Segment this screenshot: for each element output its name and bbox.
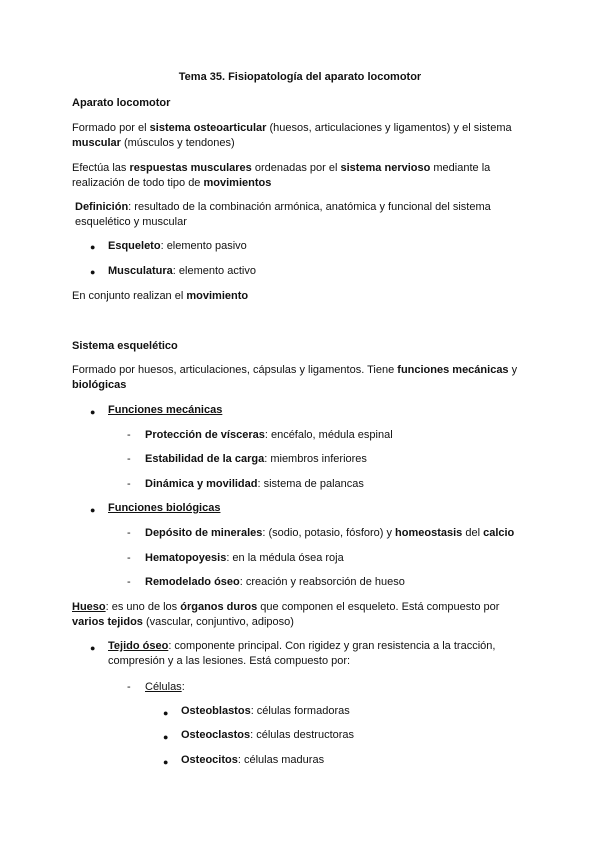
list-item-musculatura: Musculatura: elemento activo: [108, 265, 256, 277]
paragraph-formado: Formado por el sistema osteoarticular (huesos, articulaciones y ligamentos) y el sistema muscular (músculos y tendones): [72, 122, 512, 149]
bullet-icon: ●: [163, 708, 169, 718]
bullet-icon: ●: [90, 267, 96, 277]
sublist-item-remodelado: Remodelado óseo: creación y reabsorción de hueso: [145, 576, 405, 588]
paragraph-formado-por-huesos: Formado por huesos, articulaciones, cápsulas y ligamentos. Tiene funciones mecánicas y biológicas: [72, 364, 518, 391]
sublist-item-estabilidad: Estabilidad de la carga: miembros inferiores: [145, 453, 367, 465]
dash-icon: -: [127, 681, 131, 693]
dash-icon: -: [127, 552, 131, 564]
sublist-item-dinamica: Dinámica y movilidad: sistema de palancas: [145, 478, 364, 490]
dash-icon: -: [127, 576, 131, 588]
dash-icon: -: [127, 527, 131, 539]
cell-item-osteocitos: Osteocitos: células maduras: [181, 754, 325, 766]
list-item-esqueleto: Esqueleto: elemento pasivo: [108, 240, 247, 252]
document-title: Tema 35. Fisiopatología del aparato locomotor: [178, 71, 422, 83]
dash-icon: -: [127, 429, 131, 441]
paragraph-hueso: Hueso: es uno de los órganos duros que componen el esqueleto. Está compuesto por varios tejidos (vascular, conjuntivo, adiposo): [72, 601, 500, 628]
bullet-icon: ●: [163, 757, 169, 767]
list-item-funciones-mecanicas: Funciones mecánicas: [108, 404, 223, 416]
sublist-item-deposito: Depósito de minerales: (sodio, potasio, fósforo) y homeostasis del calcio: [145, 527, 515, 539]
cell-item-osteoblastos: Osteoblastos: células formadoras: [181, 705, 350, 717]
list-item-funciones-biologicas: Funciones biológicas: [108, 502, 221, 514]
dash-icon: -: [127, 478, 131, 490]
bullet-icon: ●: [90, 407, 96, 417]
paragraph-definicion: Definición: resultado de la combinación armónica, anatómica y funcional del sistema esquelético y muscular: [75, 201, 491, 228]
list-item-tejido-oseo: Tejido óseo: componente principal. Con rigidez y gran resistencia a la tracción, compresión y a las lesiones. Está compuesto por:: [108, 640, 496, 667]
bullet-icon: ●: [163, 732, 169, 742]
paragraph-en-conjunto: En conjunto realizan el movimiento: [72, 290, 249, 302]
sublist-item-proteccion: Protección de vísceras: encéfalo, médula espinal: [145, 429, 393, 441]
bullet-icon: ●: [90, 242, 96, 252]
sublist-item-hematopoyesis: Hematopoyesis: en la médula ósea roja: [145, 552, 344, 564]
bullet-icon: ●: [90, 643, 96, 653]
section-heading-aparato-locomotor: Aparato locomotor: [72, 97, 171, 109]
dash-icon: -: [127, 453, 131, 465]
section-heading-sistema-esqueletico: Sistema esquelético: [72, 340, 178, 352]
bullet-icon: ●: [90, 505, 96, 515]
cell-item-osteoclastos: Osteoclastos: células destructoras: [181, 729, 355, 741]
paragraph-efectua: Efectúa las respuestas musculares ordenadas por el sistema nervioso mediante la realización de todo tipo de movimientos: [72, 162, 491, 189]
sublist-item-celulas: Células:: [145, 681, 185, 693]
